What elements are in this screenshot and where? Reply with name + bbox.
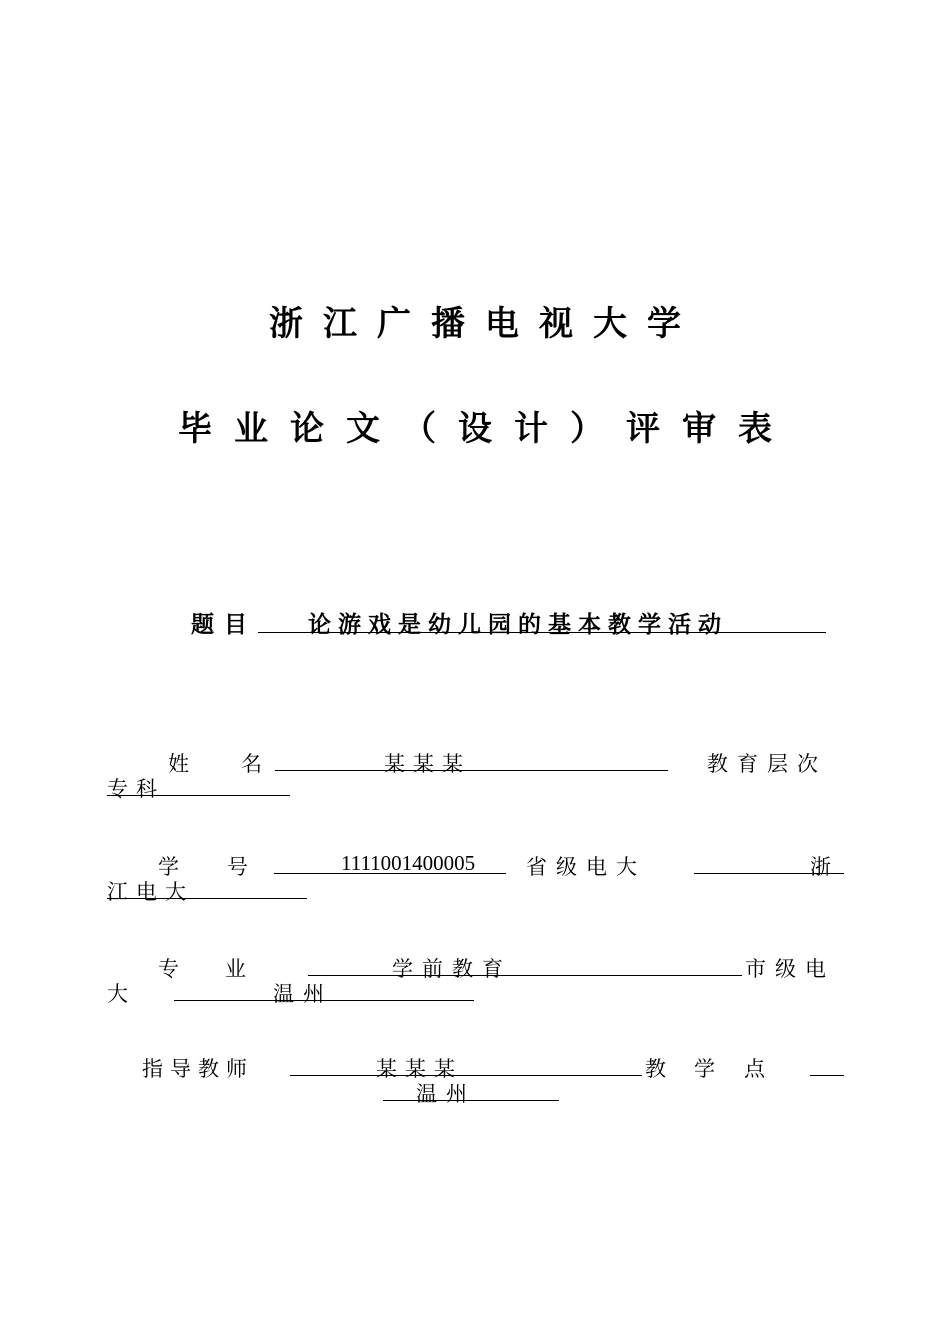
name-value: 某某某 [384,752,471,776]
level-value: 专科 [107,777,165,801]
teaching-point-label-3: 点 [744,1057,765,1081]
form-title: 毕业论文（设计）评审表 [178,409,794,449]
province-univ-value-2: 江电大 [107,880,194,904]
university-title: 浙江广播电视大学 [269,304,701,344]
name-label-1: 姓 [168,752,189,776]
level-label: 教育层次 [707,752,827,776]
advisor-label: 指导教师 [142,1057,254,1081]
subject-label: 题目 [191,612,257,638]
student-id-value: 1111001400005 [341,851,476,875]
teaching-point-underline-1 [810,1075,844,1076]
teaching-point-value: 温州 [416,1082,476,1106]
province-univ-value-1: 浙 [810,855,831,879]
city-univ-value: 温州 [273,982,333,1006]
major-underline [308,975,742,976]
name-label-2: 名 [241,752,262,776]
city-univ-label-2: 大 [107,982,128,1006]
major-label-1: 专 [158,957,179,981]
teaching-point-label-1: 教 [645,1057,666,1081]
advisor-underline [290,1075,642,1076]
province-univ-label: 省级电大 [526,855,646,879]
student-id-label-1: 学 [158,855,179,879]
city-univ-label-1: 市级电 [745,957,835,981]
major-value: 学前教育 [392,957,512,981]
teaching-point-label-2: 学 [694,1057,715,1081]
name-underline [275,770,668,771]
student-id-label-2: 号 [227,855,248,879]
major-label-2: 业 [225,957,246,981]
subject-value: 论游戏是幼儿园的基本教学活动 [308,612,728,638]
advisor-value: 某某某 [376,1057,463,1081]
